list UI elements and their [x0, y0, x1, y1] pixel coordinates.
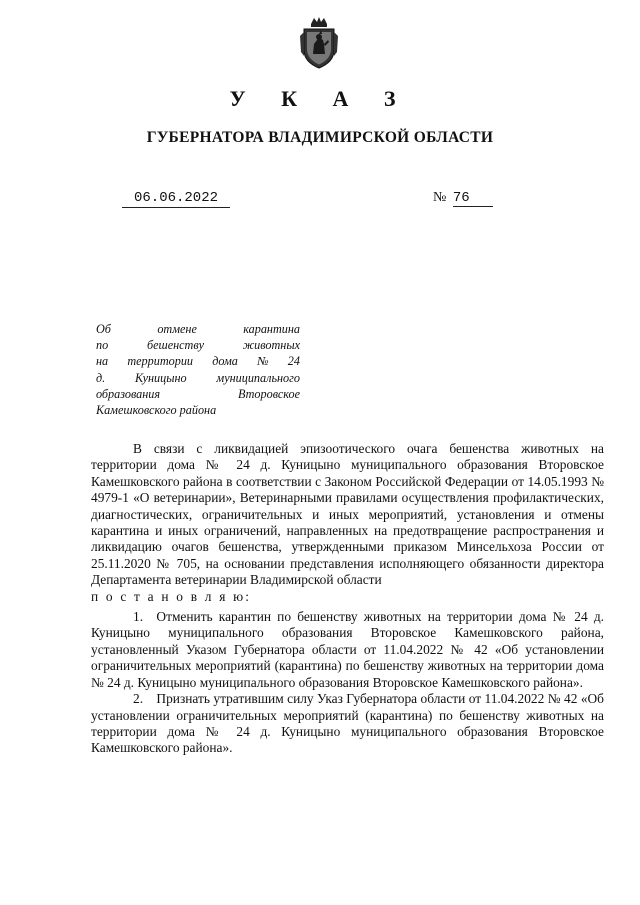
document-type-title: У К А З	[229, 86, 411, 111]
subject-word: 24	[287, 354, 300, 369]
decree-word: п о с т а н о в л я ю:	[91, 588, 252, 604]
subject-line	[96, 337, 300, 353]
decree-date: 06.06.2022	[122, 190, 230, 208]
subject-word: Второвское	[238, 386, 300, 401]
subject-line	[96, 402, 300, 418]
issuer-title: ГУБЕРНАТОРА ВЛАДИМИРСКОЙ ОБЛАСТИ	[146, 129, 494, 146]
decree-number-block	[433, 190, 493, 207]
subject-word: территории	[127, 354, 194, 369]
subject-line	[96, 353, 300, 369]
subject-line	[96, 386, 300, 402]
subject-word: карантина	[243, 322, 300, 336]
subject-word: Об	[96, 322, 111, 336]
subject-word: по	[96, 338, 109, 353]
decree-body	[91, 441, 604, 757]
subject-word: бешенству	[146, 338, 205, 353]
subject-word: №	[257, 354, 269, 369]
subject-word: дома	[212, 354, 238, 369]
decree-item-2: 2. Признать утратившим силу Указ Губернатора области от 11.04.2022 № 42 «Об установлении ограничительных мероприятий (карантина) по бешенству животных на территории дома № 24 д. Куницыно муниципального образования Второвское Камешковского района».	[91, 691, 604, 756]
subject-word: на	[96, 354, 109, 369]
subject-word: муниципального	[216, 370, 300, 385]
subject-word: образования	[96, 386, 161, 401]
subject-word: Куницыно	[135, 370, 187, 385]
preamble-paragraph: В связи с ликвидацией эпизоотического очага бешенства животных на территории дома № 24 д. Куницыно муниципального образования Второвское Камешковского района в соответствии с Законом Российской Федерации от 14.05.1993 № 4979-1 «О ветеринарии», Ветеринарными правилами осуществления профилактических, диагностических, ограничительных и иных мероприятий, установления и отмены карантина и иных ограничений, направленных на предотвращение распространения и ликвидацию очагов бешенства, утвержденными приказом Минсельхоза России от 25.11.2020 № 705, на основании представления исполняющего обязанности директора Департамента ветеринарии Владимирской области	[91, 441, 604, 588]
number-label: №	[433, 190, 447, 205]
coat-of-arms-icon	[298, 16, 340, 70]
subject-word: отмене	[157, 322, 197, 336]
subject-word: Камешковского района	[96, 402, 217, 417]
decree-subject	[96, 321, 300, 418]
subject-line	[96, 370, 300, 386]
subject-word: животных	[242, 338, 300, 353]
subject-word: д.	[96, 370, 106, 385]
subject-line	[96, 321, 300, 337]
decree-number: 76	[453, 190, 493, 207]
decree-item-1: 1. Отменить карантин по бешенству животных на территории дома № 24 д. Куницыно муниципального образования Второвское Камешковского района, установленный Указом Губернатора области от 11.04.2022 № 42 «Об установлении ограничительных мероприятий (карантина) по бешенству животных на территории дома № 24 д. Куницыно муниципального образования Второвское Камешковского района».	[91, 609, 604, 690]
